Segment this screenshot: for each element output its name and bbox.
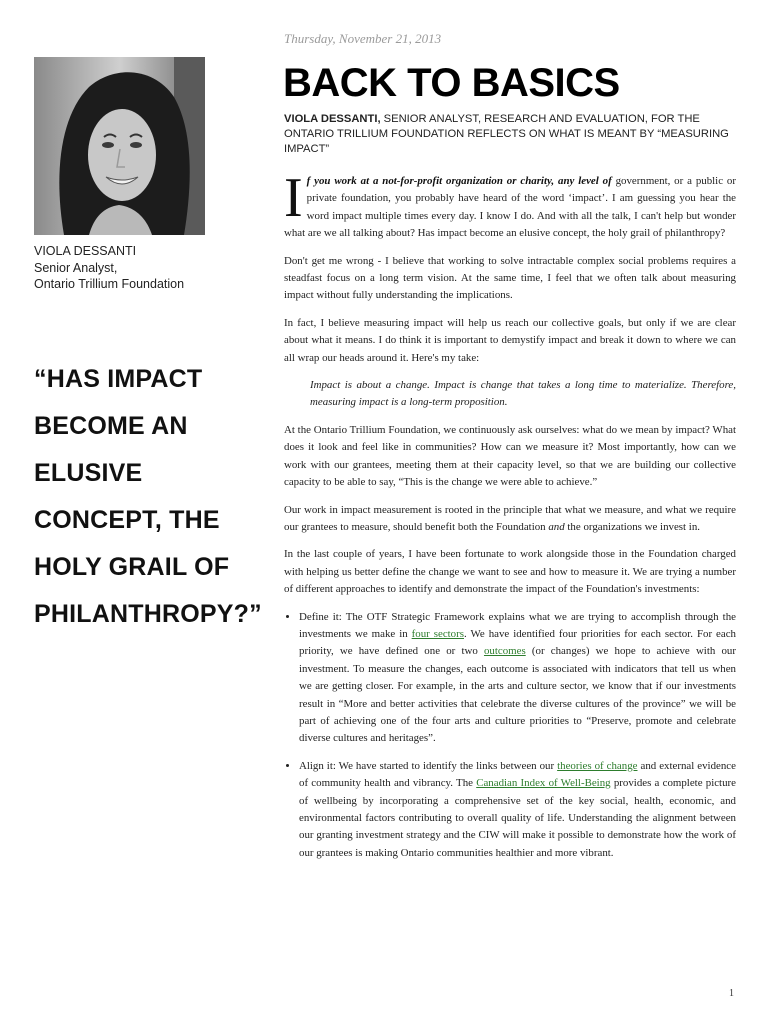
- define-text-a: Define it: The OTF Strategic Framework explains what we are trying to accomplish through the investments we make in: [299, 610, 736, 640]
- canadian-index-link[interactable]: Canadian Index of Well-Being: [476, 777, 611, 790]
- four-sectors-link[interactable]: four sectors: [411, 627, 464, 640]
- paragraph-2: Don't get me wrong - I believe that working to solve intractable complex social problems requires a steadfast focus on a long term vision. At the same time, I feel that we often talk about measuring impact without fully understanding the implications.: [284, 254, 736, 302]
- define-text-c: (or changes) we hope to achieve with our investment. To measure the changes, each outcome is associated with indicators that tell us when we are getting closer. For example, in the arts and culture sector, we know that if our investments result in “More and better activities that celebrate the diverse cultures of the province” we will be part of achieving one of the four arts and culture priorities to “Preserve, promote and celebrate diverse cultures and heritages”.: [299, 645, 736, 745]
- author-name: VIOLA DESSANTI: [34, 244, 137, 258]
- intro-text: government, or a public or private foundation, you probably have heard of the word ‘impact’. I am guessing you hear the word impact multiple times every day. I know I do. And with all the talk, I can't help but wonder what are we all talking about? Has impact become an elusive concept, the holy grail of philanthropy?: [284, 175, 736, 240]
- paragraph-5-text-b: the organizations we invest in.: [564, 520, 700, 533]
- align-text-b: and external evidence of community health and vibrancy. The: [299, 759, 736, 790]
- list-item-align: [299, 758, 736, 862]
- block-quote: Impact is about a change. Impact is change that takes a long time to materialize. Therefore, measuring impact is a long-term proposition.: [310, 379, 736, 409]
- intro-lead: f you work at a not-for-profit organization or charity, any level of: [306, 175, 612, 187]
- paragraph-4: At the Ontario Trillium Foundation, we continuously ask ourselves: what do we mean by impact? What does it look and feel like in communities? How can we measure it? Most importantly, how can we work with our grantees, meeting them at their capacity level, so that we are building our collective capacity to be able to say, “This is the change we were able to achieve.”: [284, 423, 736, 489]
- page-number: 1: [729, 988, 734, 999]
- author-org: Ontario Trillium Foundation: [34, 277, 185, 291]
- paragraph-6: In the last couple of years, I have been fortunate to work alongside those in the Foundation charged with helping us better define the change we want to see and how to measure it. We are trying a number of different approaches to identify and demonstrate the impact of the Foundation's investments:: [284, 548, 736, 596]
- author-photo-image: [34, 57, 205, 235]
- align-text-a: Align it: We have started to identify the links between our: [299, 759, 558, 772]
- drop-cap: I: [284, 167, 303, 229]
- paragraph-5: [284, 502, 736, 537]
- publish-date: Thursday, November 21, 2013: [284, 31, 442, 46]
- theories-of-change-link[interactable]: theories of change: [557, 759, 638, 772]
- paragraph-3: In fact, I believe measuring impact will help us reach our collective goals, but only if we are clear about what it means. I do think it is important to demystify impact and break it down to where we can all wrap our heads around it. Here's my take:: [284, 316, 736, 364]
- subtitle-author: VIOLA DESSANTI,: [284, 113, 381, 125]
- list-item-define: [299, 609, 736, 748]
- author-caption: [34, 243, 254, 293]
- author-photo: [34, 57, 205, 235]
- article-body: [284, 167, 736, 872]
- article-title: BACK TO BASICS: [283, 61, 620, 105]
- paragraph-5-text-a: Our work in impact measurement is rooted in the principle that what we measure, and what we require our grantees to measure, should benefit both the Foundation: [284, 503, 736, 533]
- paragraph-5-emphasis: and: [548, 520, 565, 533]
- define-text-b: . We have identified four priorities for each sector. For each priority, we have defined one or two: [299, 627, 736, 658]
- approach-list: [284, 609, 736, 863]
- intro-paragraph: [284, 167, 736, 243]
- outcomes-link[interactable]: outcomes: [483, 645, 526, 658]
- align-text-c: provides a complete picture of wellbeing by incorporating a comprehensive set of the key social, health, economic, and environmental factors contributing to overall quality of life. Understanding the alignment between our granting investment strategy and the CIW will make it possible to demonstrate how the work of our grantees is making Ontario communities healthier and more vibrant.: [299, 777, 736, 859]
- subtitle-description: SENIOR ANALYST, RESEARCH AND EVALUATION, FOR THE ONTARIO TRILLIUM FOUNDATION REFLECTS ON WHAT IS MEANT BY “MEASURING IMPACT”: [284, 113, 729, 155]
- pull-quote: “HAS IMPACT BECOME AN ELUSIVE CONCEPT, THE HOLY GRAIL OF PHILANTHROPY?”: [34, 365, 262, 628]
- article-subtitle: [284, 112, 744, 157]
- author-role: Senior Analyst,: [34, 260, 118, 275]
